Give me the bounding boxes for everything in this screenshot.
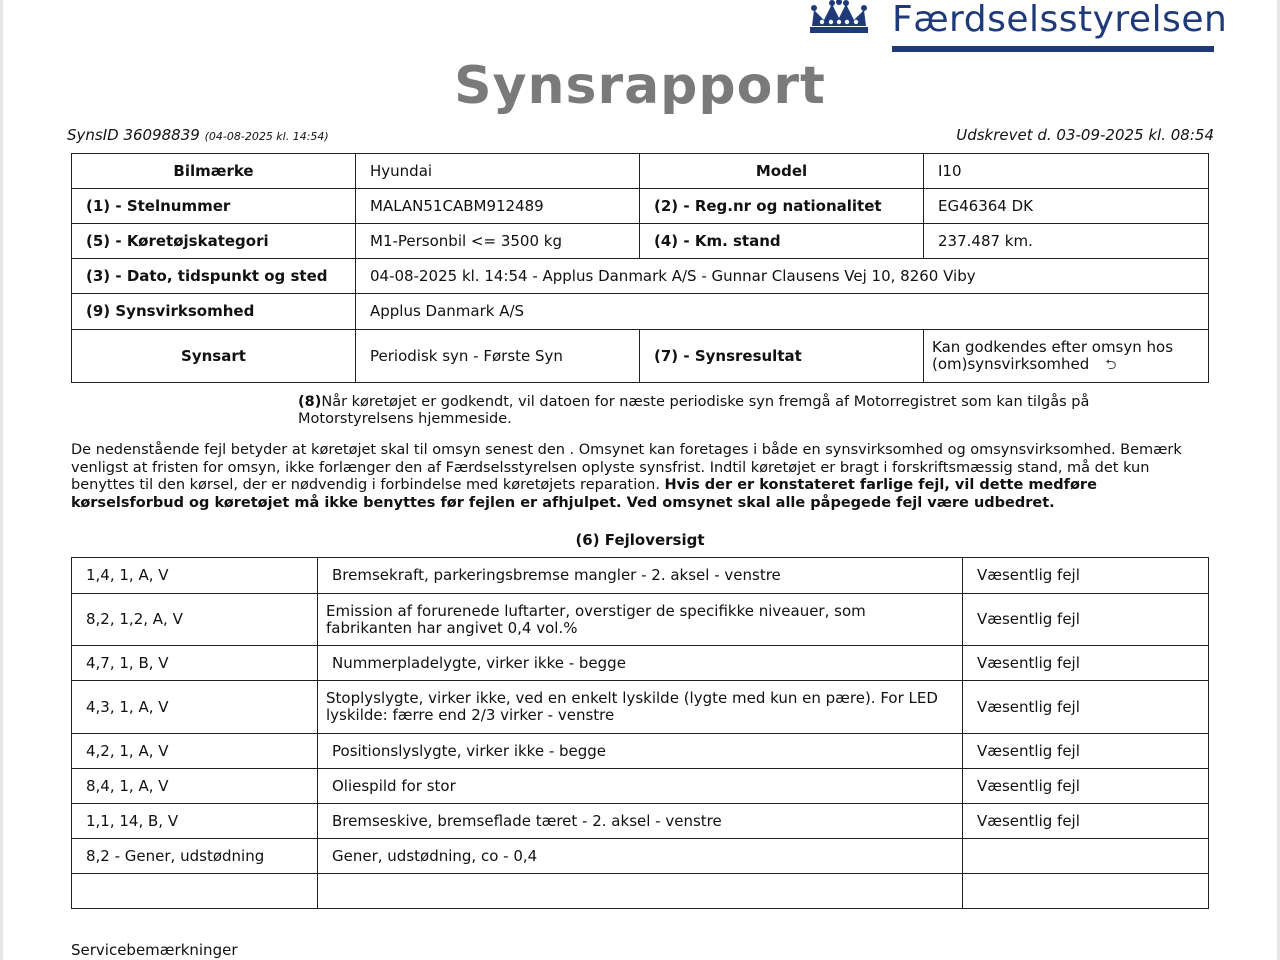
syns-id-label: SynsID 36098839 xyxy=(67,126,200,144)
fault-description: Emission af forurenede luftarter, overstiger de specifikke niveauer, som fabrikanten har angivet 0,4 vol.% xyxy=(318,594,963,646)
fault-row xyxy=(72,734,1209,769)
logo-text: Færdselsstyrelsen xyxy=(892,0,1228,40)
note-number: (8) xyxy=(298,394,322,410)
fault-row xyxy=(72,839,1209,874)
page-title: Synsrapport xyxy=(454,56,826,116)
model-label: Model xyxy=(640,154,924,189)
service-remarks-label: Servicebemærkninger xyxy=(71,941,238,959)
fault-code: 8,2 - Gener, udstødning xyxy=(72,839,318,874)
warning-bold: Hvis der er konstateret farlige fejl, vil dette medføre kørselsforbud og køretøjet må ikke benyttes før fejlen er afhjulpet. Ved omsynet skal alle påpegede fejl være udbedret. xyxy=(71,477,1097,511)
fault-row xyxy=(72,558,1209,594)
fault-row xyxy=(72,646,1209,681)
faerdselsstyrelsen-logo xyxy=(804,0,1228,56)
fault-severity: Væsentlig fejl xyxy=(963,769,1209,804)
info-row-company xyxy=(72,294,1209,330)
km-label: (4) - Km. stand xyxy=(640,224,924,259)
category-label: (5) - Køretøjskategori xyxy=(72,224,356,259)
fault-row xyxy=(72,804,1209,839)
info-row-brand xyxy=(72,154,1209,189)
fault-code: 8,2, 1,2, A, V xyxy=(72,594,318,646)
fault-code: 1,4, 1, A, V xyxy=(72,558,318,594)
fault-description xyxy=(318,874,963,909)
next-inspection-note xyxy=(298,394,1158,428)
printed-date: Udskrevet d. 03-09-2025 kl. 08:54 xyxy=(956,126,1214,144)
fault-overview-title: (6) Fejloversigt xyxy=(575,531,705,549)
syns-id-date: (04-08-2025 kl. 14:54) xyxy=(204,130,329,143)
model-value: I10 xyxy=(924,154,1209,189)
warning-paragraph xyxy=(71,442,1211,512)
fault-description: Bremsekraft, parkeringsbremse mangler - 2. aksel - venstre xyxy=(318,558,963,594)
inspection-type-label: Synsart xyxy=(72,330,356,383)
syns-id xyxy=(67,126,329,144)
info-row-inspection xyxy=(72,330,1209,383)
fault-severity: Væsentlig fejl xyxy=(963,804,1209,839)
fault-description: Gener, udstødning, co - 0,4 xyxy=(318,839,963,874)
fault-severity: Væsentlig fejl xyxy=(963,646,1209,681)
km-value: 237.487 km. xyxy=(924,224,1209,259)
reg-label: (2) - Reg.nr og nationalitet xyxy=(640,189,924,224)
fault-code: 4,3, 1, A, V xyxy=(72,681,318,734)
fault-severity xyxy=(963,839,1209,874)
fault-description: Stoplyslygte, virker ikke, ved en enkelt lyskilde (lygte med kun en pære). For LED lyskilde: færre end 2/3 virker - venstre xyxy=(318,681,963,734)
fault-code: 8,4, 1, A, V xyxy=(72,769,318,804)
fault-code: 1,1, 14, B, V xyxy=(72,804,318,839)
result-cell xyxy=(924,330,1209,383)
date-value: 04-08-2025 kl. 14:54 - Applus Danmark A/S - Gunnar Clausens Vej 10, 8260 Viby xyxy=(356,259,1209,294)
fault-description: Positionslyslygte, virker ikke - begge xyxy=(318,734,963,769)
note-text: Når køretøjet er godkendt, vil datoen for næste periodiske syn fremgå af Motorregistret som kan tilgås på Motorstyrelsens hjemmeside. xyxy=(298,394,1090,427)
page-edge-left xyxy=(0,0,3,960)
fault-severity: Væsentlig fejl xyxy=(963,681,1209,734)
result-value: Kan godkendes efter omsyn hos (om)synsvirksomhed xyxy=(932,337,1174,373)
fault-severity xyxy=(963,874,1209,909)
fault-code xyxy=(72,874,318,909)
result-label: (7) - Synsresultat xyxy=(640,330,924,383)
inspection-type-value: Periodisk syn - Første Syn xyxy=(356,330,640,383)
fault-row xyxy=(72,769,1209,804)
logo-underline xyxy=(892,46,1214,52)
fault-description: Oliespild for stor xyxy=(318,769,963,804)
fault-description: Bremseskive, bremseflade tæret - 2. aksel - venstre xyxy=(318,804,963,839)
fault-severity: Væsentlig fejl xyxy=(963,594,1209,646)
brand-value: Hyundai xyxy=(356,154,640,189)
info-row-vin xyxy=(72,189,1209,224)
reg-value: EG46364 DK xyxy=(924,189,1209,224)
fault-row xyxy=(72,874,1209,909)
fault-severity: Væsentlig fejl xyxy=(963,734,1209,769)
vin-label: (1) - Stelnummer xyxy=(72,189,356,224)
vehicle-info-table xyxy=(71,153,1209,383)
return-arrow-icon: ⮌ xyxy=(1105,356,1117,373)
info-row-date xyxy=(72,259,1209,294)
fault-table xyxy=(71,557,1209,909)
fault-row xyxy=(72,681,1209,734)
company-value: Applus Danmark A/S xyxy=(356,294,1209,330)
vin-value: MALAN51CABM912489 xyxy=(356,189,640,224)
fault-row xyxy=(72,594,1209,646)
company-label: (9) Synsvirksomhed xyxy=(72,294,356,330)
info-row-category xyxy=(72,224,1209,259)
fault-code: 4,7, 1, B, V xyxy=(72,646,318,681)
crown-icon xyxy=(804,0,874,40)
date-label: (3) - Dato, tidspunkt og sted xyxy=(72,259,356,294)
category-value: M1-Personbil <= 3500 kg xyxy=(356,224,640,259)
fault-code: 4,2, 1, A, V xyxy=(72,734,318,769)
fault-description: Nummerpladelygte, virker ikke - begge xyxy=(318,646,963,681)
warning-text: De nedenstående fejl betyder at køretøjet skal til omsyn senest den . Omsynet kan foretages i både en synsvirksomhed og omsynsvirksomhed. Bemærk venligst at fristen for omsyn, ikke forlænger den af Færdselsstyrelsen oplyste synsfrist. Indtil køretøjet er bragt i forskriftsmæssig stand, må det kun benyttes til den kørsel, der er nødvendig i forbindelse med køretøjets reparation. xyxy=(71,442,1182,493)
brand-label: Bilmærke xyxy=(72,154,356,189)
fault-severity: Væsentlig fejl xyxy=(963,558,1209,594)
